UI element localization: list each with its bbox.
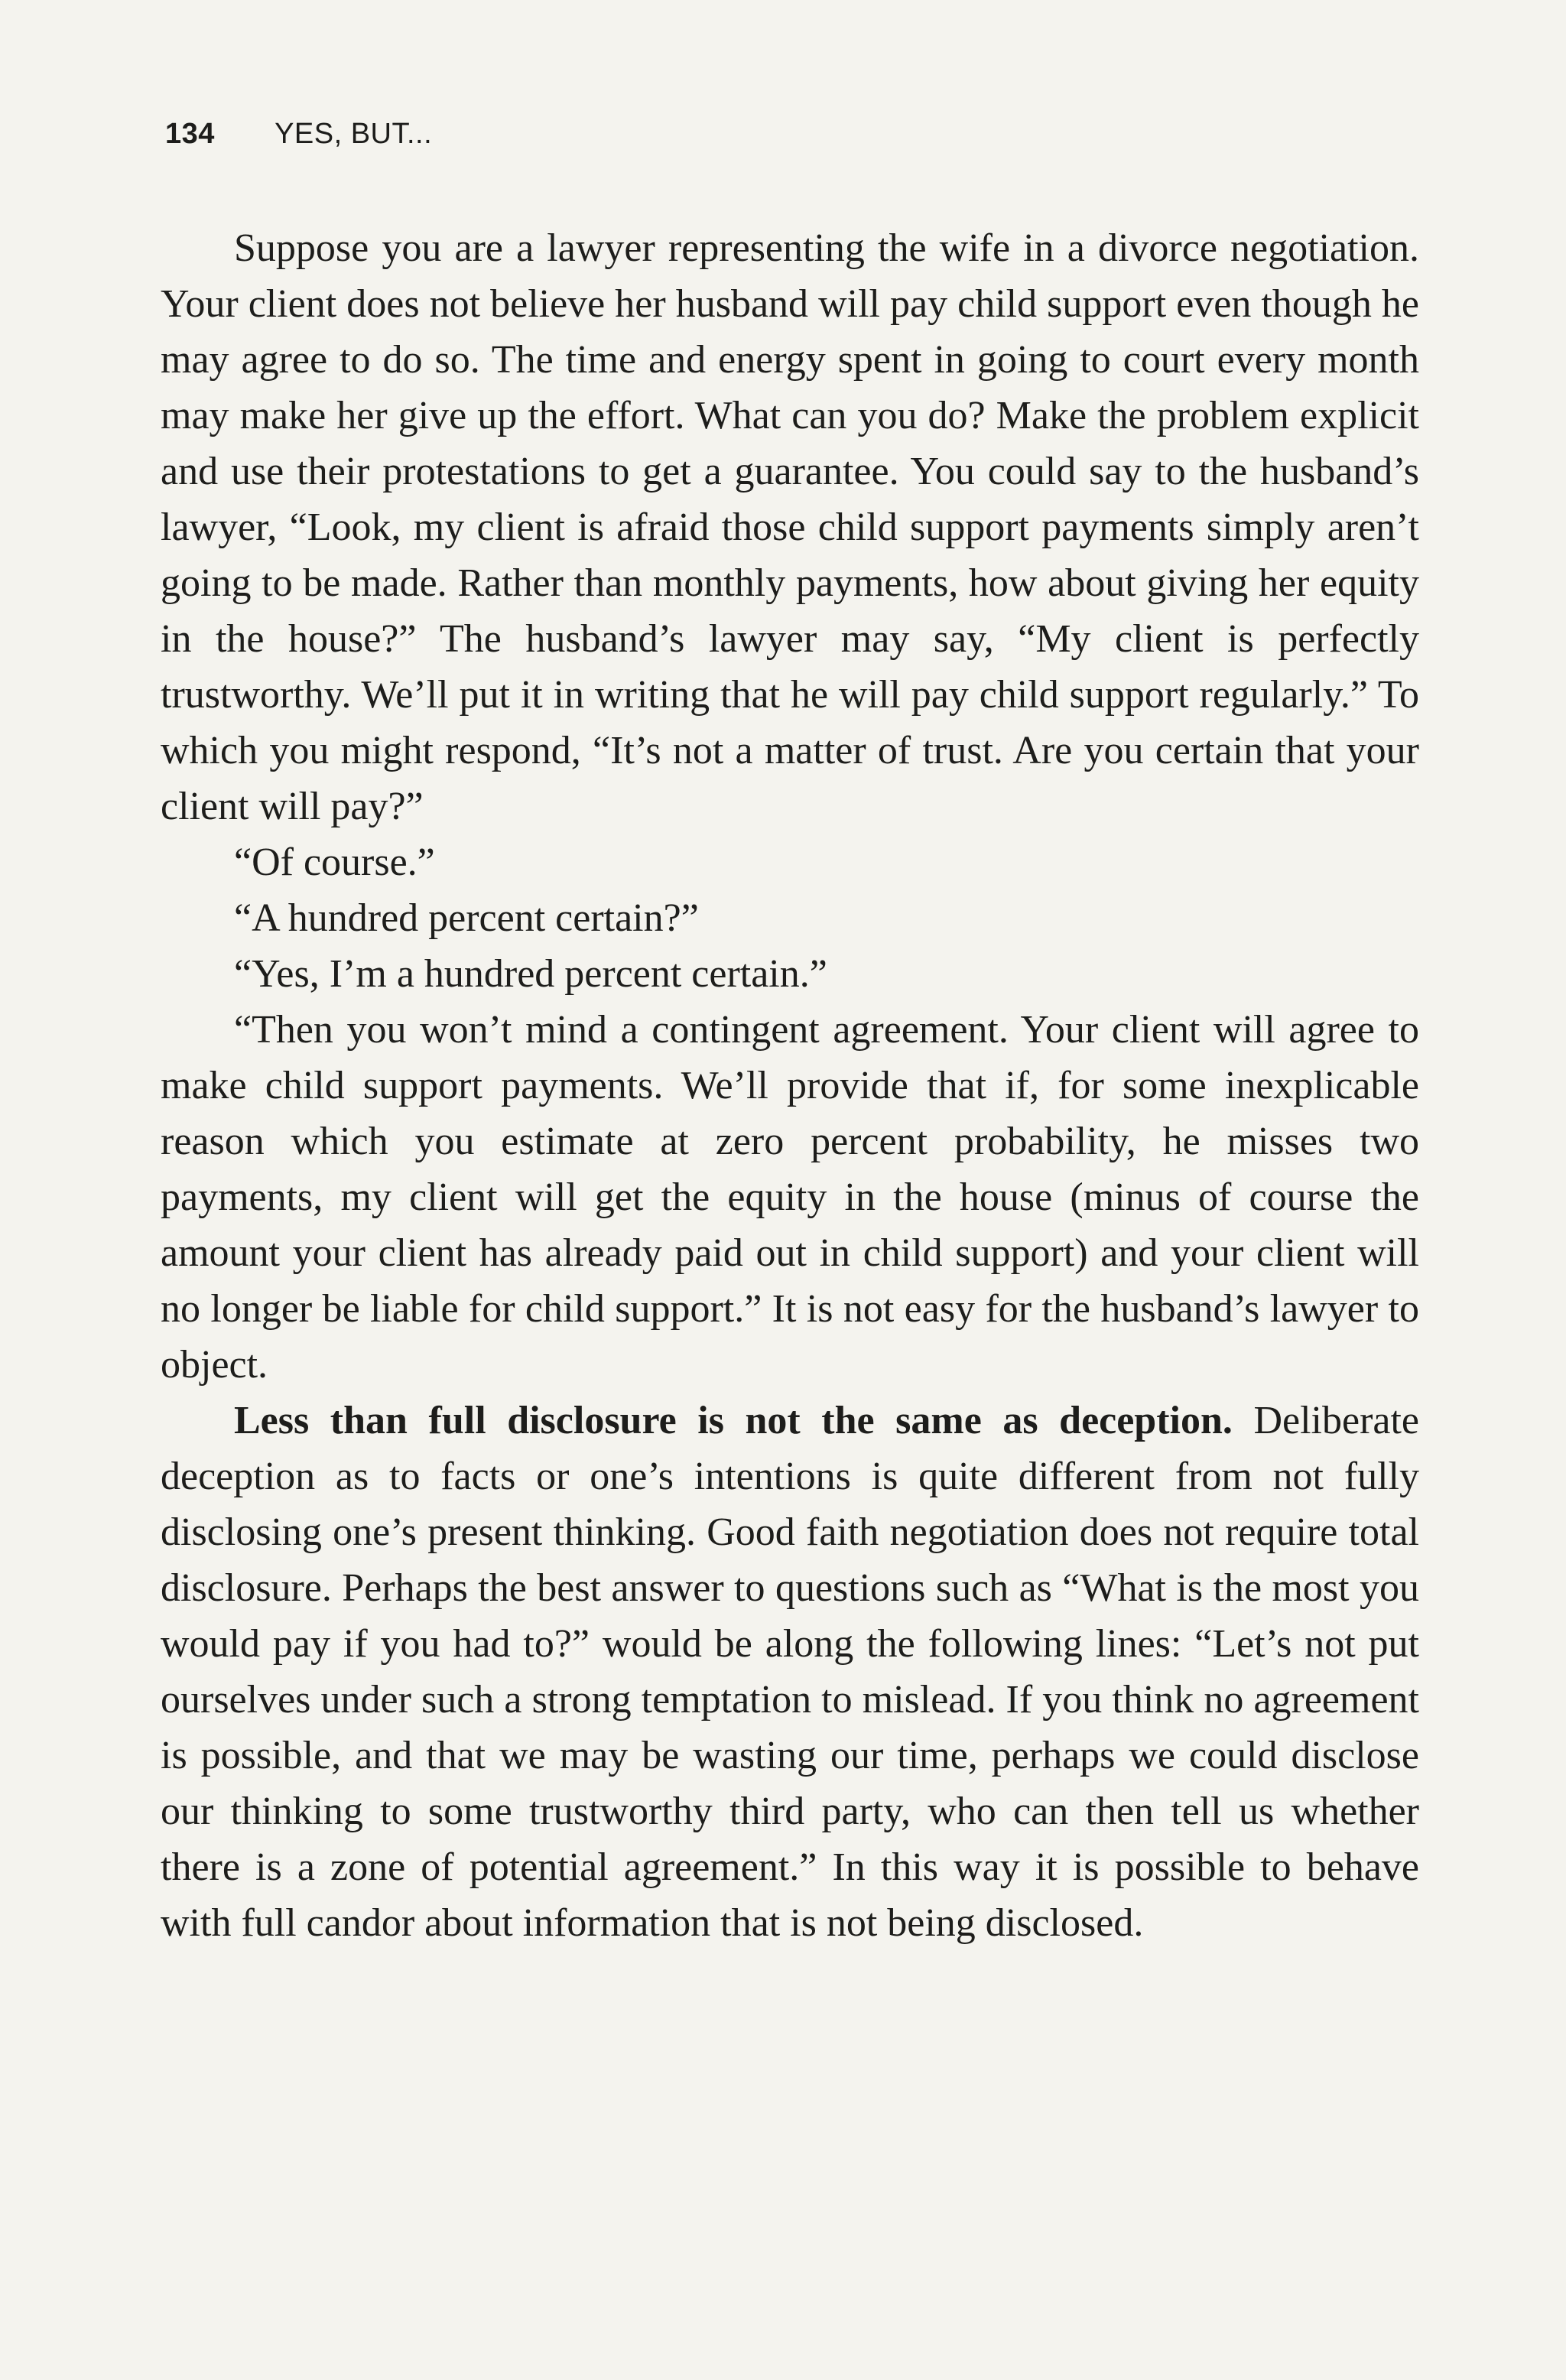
page-number: 134 (165, 118, 215, 150)
paragraph-disclosure (161, 1393, 1419, 1951)
paragraph-text: Deliberate deception as to facts or one’s intentions is quite different from not fully disclosing one’s present thinking. Good faith negotiation does not require total disclosure. Perhaps the best answer to questions such as “What is the most you would pay if you had to?” would be along the following lines: “Let’s not put ourselves under such a strong temptation to mislead. If you think no agreement is possible, and that we may be wasting our time, perhaps we could disclose our thinking to some trustworthy third party, who can then tell us whether there is a zone of potential agreement.” In this way it is possible to behave with full candor about information that is not being disclosed. (161, 1399, 1420, 1945)
paragraph-contingent-agreement (161, 1002, 1419, 1393)
paragraph-text: “Yes, I’m a hundred percent certain.” (234, 952, 827, 996)
paragraph-text: “A hundred percent certain?” (234, 896, 699, 940)
running-title: YES, BUT... (275, 118, 433, 150)
running-head (165, 115, 432, 153)
paragraph-text: “Of course.” (234, 840, 435, 884)
body-text (161, 220, 1419, 1951)
paragraph-text: “Then you won’t mind a contingent agreement. Your client will agree to make child support payments. We’ll provide that if, for some inexplicable reason which you estimate at zero percent probability, he misses two payments, my client will get the equity in the house (minus of course the amount your client has already paid out in child support) and your client will no longer be liable for child support.” It is not easy for the husband’s lawyer to object. (161, 1008, 1419, 1387)
paragraph-lead-in: Less than full disclosure is not the same as deception. (234, 1399, 1233, 1442)
paragraph-divorce-example (161, 220, 1419, 834)
dialogue-hundred-percent-answer (161, 946, 1419, 1002)
dialogue-hundred-percent-question (161, 890, 1419, 946)
dialogue-of-course (161, 834, 1419, 890)
paragraph-text: Suppose you are a lawyer representing the wife in a divorce negotiation. Your client does not believe her husband will pay child support even though he may agree to do so. The time and energy spent in going to court every month may make her give up the effort. What can you do? Make the problem explicit and use their protestations to get a guarantee. You could say to the husband’s lawyer, “Look, my client is afraid those child support payments simply aren’t going to be made. Rather than monthly payments, how about giving her equity in the house?” The husband’s lawyer may say, “My client is perfectly trustworthy. We’ll put it in writing that he will pay child support regularly.” To which you might respond, “It’s not a matter of trust. Are you certain that your client will pay?” (161, 226, 1419, 828)
